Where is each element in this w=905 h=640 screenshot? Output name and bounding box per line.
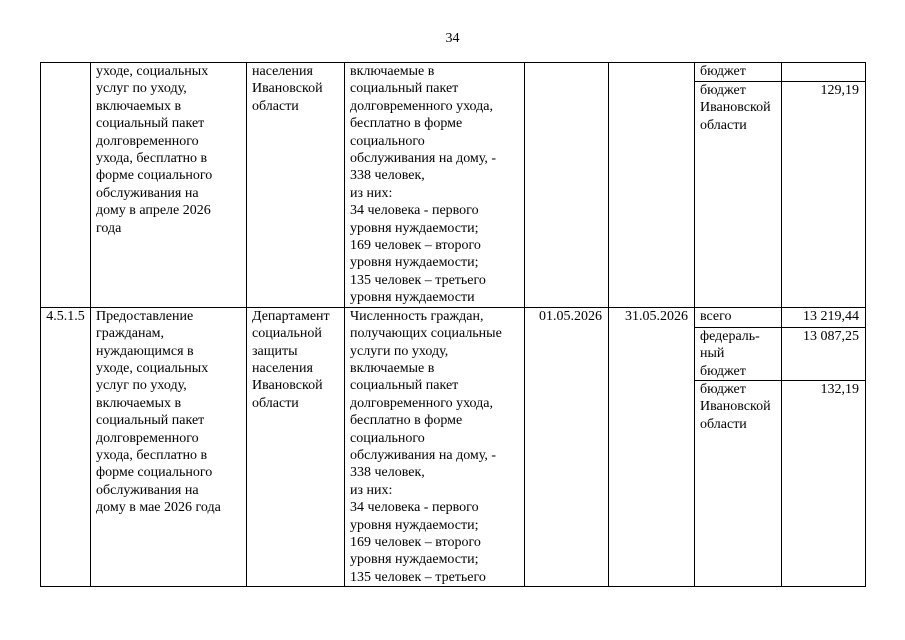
- plan-table: [40, 62, 866, 587]
- funding-source-cell: федераль- ный бюджет: [695, 327, 782, 380]
- row-code-cell: [41, 63, 91, 308]
- row-code-cell: 4.5.1.5: [41, 307, 91, 587]
- funding-amount-cell: 132,19: [782, 380, 866, 586]
- funding-source-cell: бюджет: [695, 63, 782, 82]
- date-start-cell: [525, 63, 609, 308]
- indicator-cell: Численность граждан, получающих социальные услуги по уходу, включаемые в социальный пакет долговременного ухода, бесплатно в форме социального обслуживания на дому, - 338 человек, из них: 34 человека - первого уровня нуждаемости; 169 человек – второго уровня нуждаемости; 135 человек – третьего: [345, 307, 525, 587]
- funding-amount-cell: 13 219,44: [782, 307, 866, 327]
- table-row-4-5-1-5: [41, 307, 866, 327]
- funding-source-cell: бюджет Ивановской области: [695, 82, 782, 308]
- executor-cell: населения Ивановской области: [247, 63, 345, 308]
- activity-cell: Предоставление гражданам, нуждающимся в уходе, социальных услуг по уходу, включаемых в социальный пакет долговременного ухода, бесплатно в форме социального обслуживания на дому в мае 2026 года: [91, 307, 247, 587]
- table-row-continued: [41, 63, 866, 82]
- indicator-cell: включаемые в социальный пакет долговременного ухода, бесплатно в форме социального обслуживания на дому, - 338 человек, из них: 34 человека - первого уровня нуждаемости; 169 человек – второго уровня нуждаемости; 135 человек – третьего уровня нуждаемости: [345, 63, 525, 308]
- date-start-cell: 01.05.2026: [525, 307, 609, 587]
- page-number: 34: [445, 31, 460, 46]
- funding-amount-cell: 129,19: [782, 82, 866, 308]
- date-end-cell: [609, 63, 695, 308]
- funding-source-cell: всего: [695, 307, 782, 327]
- date-end-cell: 31.05.2026: [609, 307, 695, 587]
- funding-amount-cell: [782, 63, 866, 82]
- funding-amount-cell: 13 087,25: [782, 327, 866, 380]
- activity-cell: уходе, социальных услуг по уходу, включаемых в социальный пакет долговременного ухода, бесплатно в форме социального обслуживания на дому в апреле 2026 года: [91, 63, 247, 308]
- funding-source-cell: бюджет Ивановской области: [695, 380, 782, 586]
- executor-cell: Департамент социальной защиты населения Ивановской области: [247, 307, 345, 587]
